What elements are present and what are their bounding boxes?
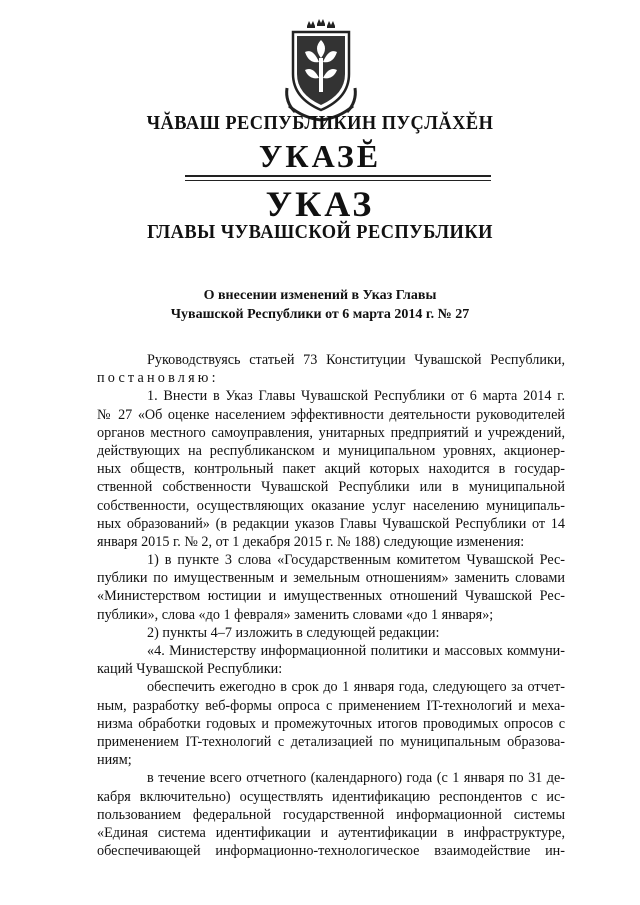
body-line: пользованием федеральной государственной информационной системы (97, 806, 565, 823)
document-title-line-2: Чувашской Республики от 6 марта 2014 г. № 27 (170, 307, 470, 322)
body-line: «4. Министерству информационной политики и массовых коммуни- (147, 643, 565, 659)
body-line: № 27 «Об оценке населением эффективности деятельности руководителей (97, 406, 565, 423)
body-line: публики», слова «до 1 февраля» заменить словами «до 1 января»; (97, 606, 494, 623)
body-line: обеспечивающей информационно-технологическое взаимодействие ин- (97, 843, 565, 860)
body-line: 2) пункты 4–7 изложить в следующей редакции: (147, 624, 440, 641)
body-line: января 2015 г. № 2, от 1 декабря 2015 г. № 188) следующие изменения: (97, 533, 525, 550)
body-line: применением IT-технологий с детализацией по муниципальным образова- (97, 733, 565, 750)
body-line: действующих на республиканском и муниципальном уровнях, акционер- (97, 442, 565, 459)
body-line: низма обработки годовых и промежуточных итогов проводимых опросов с (97, 715, 565, 732)
body-line: 1) в пункте 3 слова «Государственным комитетом Чувашской Рес- (147, 552, 565, 569)
body-line: органов местного самоуправления, унитарных предприятий и учреждений, (97, 424, 565, 441)
body-line: ниям; (97, 752, 132, 769)
body-line: постановляю: (97, 370, 219, 387)
coat-of-arms-emblem (283, 18, 359, 126)
body-line: ных обществ, контрольный пакет акций которых находится в государ- (97, 461, 565, 478)
body-line: «Единая система идентификации и аутентификации в инфраструктуре, (97, 824, 565, 841)
body-line: собственности, осуществляющих оказание услуг населению муниципаль- (97, 497, 565, 514)
document-body (97, 351, 565, 860)
body-line: каций Чувашской Республики: (97, 661, 283, 678)
body-line: публики по имущественным и земельным отношениям» заменить словами (97, 570, 565, 587)
header-divider (185, 175, 491, 177)
chuvash-header-line: ЧĂВАШ РЕСПУБЛИКИН ПУÇЛĂХĔН (146, 112, 494, 134)
body-line: кабря включительно) осуществлять идентификацию респондентов с ис- (97, 788, 565, 805)
body-line: ственной собственности Чувашской Республики или в муниципальной (97, 479, 565, 496)
body-line: ных образований» (в редакции указов Главы Чувашской Республики от 14 (97, 515, 565, 532)
body-line: 1. Внести в Указ Главы Чувашской Республики от 6 марта 2014 г. (147, 388, 565, 405)
russian-header-line: ГЛАВЫ ЧУВАШСКОЙ РЕСПУБЛИКИ (147, 221, 493, 243)
chuvash-ukaze-heading: УКАЗĔ (258, 138, 382, 174)
body-line: Руководствуясь статьей 73 Конституции Чувашской Республики, (147, 352, 565, 368)
document-title-line-1: О внесении изменений в Указ Главы (203, 288, 437, 303)
russian-ukaz-heading: УКАЗ (265, 184, 375, 224)
body-line: ным, разработку веб-формы опроса с применением IT-технологий и меха- (97, 697, 565, 714)
document-title (0, 286, 640, 324)
body-line: в течение всего отчетного (календарного) года (с 1 января по 31 де- (147, 770, 565, 787)
body-line: «Министерством юстиции и имущественных отношений Чувашской Рес- (97, 588, 565, 605)
body-line: обеспечить ежегодно в срок до 1 января года, следующего за отчет- (147, 679, 565, 696)
header-divider-thin (185, 180, 491, 181)
